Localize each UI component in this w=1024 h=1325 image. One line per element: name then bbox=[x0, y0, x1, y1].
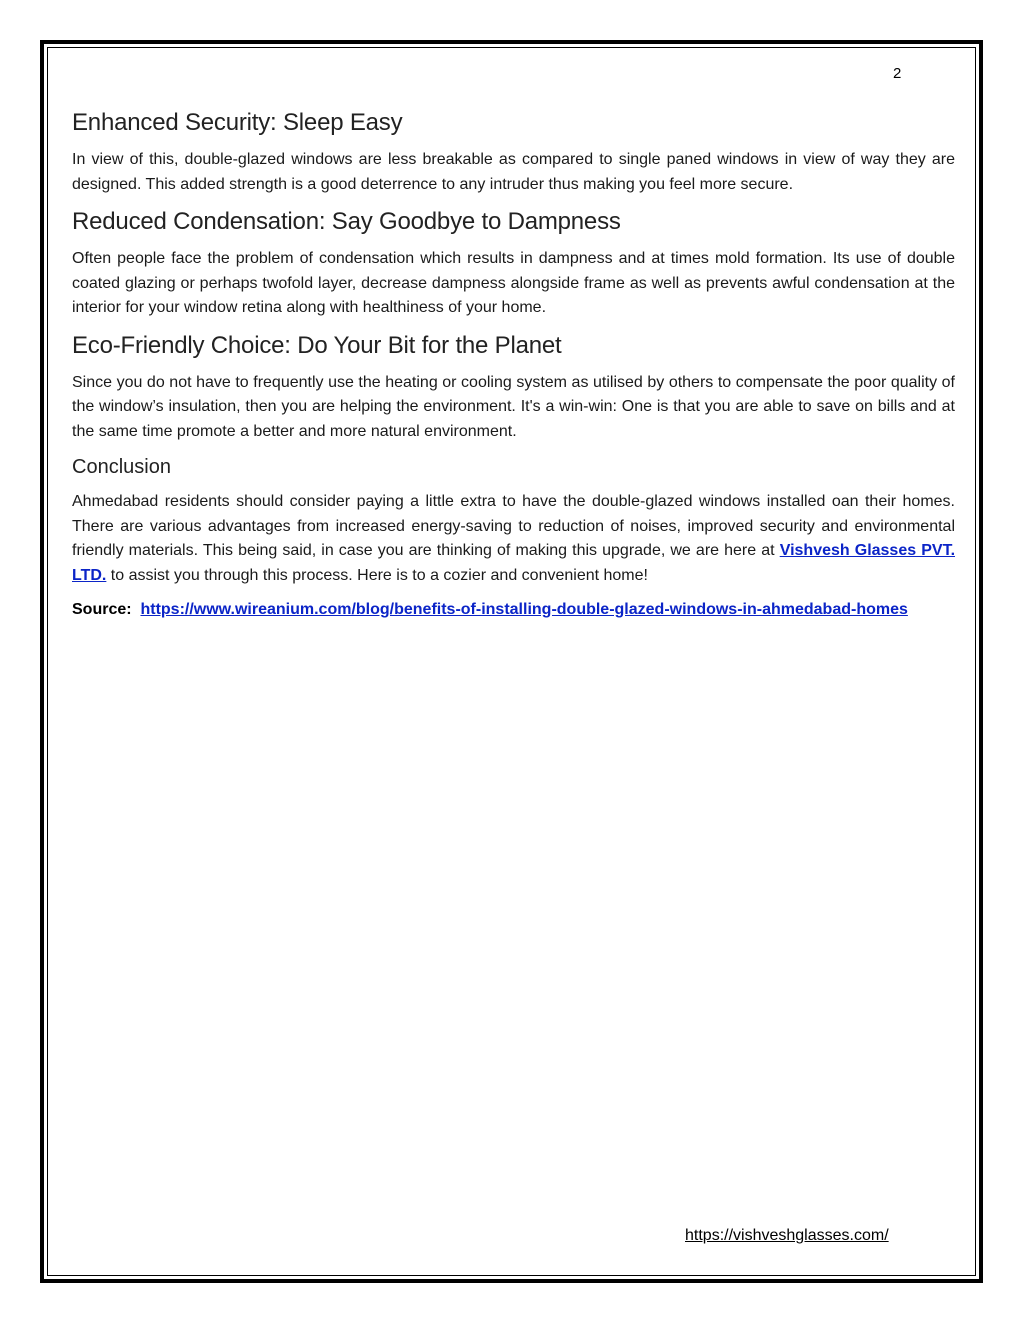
source-link[interactable]: https://www.wireanium.com/blog/benefits-of-installing-double-glazed-windows-in-ahmedabad-homes bbox=[140, 601, 908, 618]
section-heading: Eco-Friendly Choice: Do Your Bit for the Planet bbox=[72, 331, 562, 359]
section-eco-friendly bbox=[72, 331, 955, 445]
page-number: 2 bbox=[893, 65, 902, 82]
section-condensation bbox=[72, 207, 955, 321]
section-body: Since you do not have to frequently use the heating or cooling system as utilised by others to compensate the poor quality of the window’s insulation, then you are helping the environment. It's a win-win: One is that you are able to save on bills and at the same time promote a better and more natural environment. bbox=[72, 373, 955, 440]
source-line bbox=[72, 598, 955, 623]
footer-website-link[interactable]: https://vishveshglasses.com/ bbox=[685, 1227, 889, 1244]
source-label: Source: bbox=[72, 601, 132, 618]
section-heading: Reduced Condensation: Say Goodbye to Dampness bbox=[72, 208, 621, 235]
section-body: Often people face the problem of condensation which results in dampness and at times mold formation. Its use of double coated glazing or perhaps twofold layer, decrease dampness alongside frame as well as prevents awful condensation at the interior for your window retina along with healthiness of your home. bbox=[72, 250, 955, 316]
document-content bbox=[72, 108, 955, 633]
section-heading: Enhanced Security: Sleep Easy bbox=[72, 109, 403, 136]
section-security bbox=[72, 108, 955, 197]
conclusion-body bbox=[72, 490, 955, 588]
conclusion-heading: Conclusion bbox=[72, 456, 171, 478]
company-link[interactable]: Vishvesh Glasses PVT. LTD. bbox=[72, 542, 956, 584]
conclusion-text-before: Ahmedabad residents should consider paying a little extra to have the double-glazed windows installed oan their homes. There are various advantages from increased energy-saving to reduction of noises, improved security and environmental friendly materials. This being said, in case you are thinking of making this upgrade, we are here at bbox=[72, 493, 955, 559]
section-body: In view of this, double-glazed windows are less breakable as compared to single paned windows in view of way they are designed. This added strength is a good deterrence to any intruder thus making you feel more secure. bbox=[72, 151, 955, 193]
section-conclusion bbox=[72, 454, 955, 588]
conclusion-text-after: to assist you through this process. Here is to a cozier and convenient home! bbox=[106, 566, 648, 584]
